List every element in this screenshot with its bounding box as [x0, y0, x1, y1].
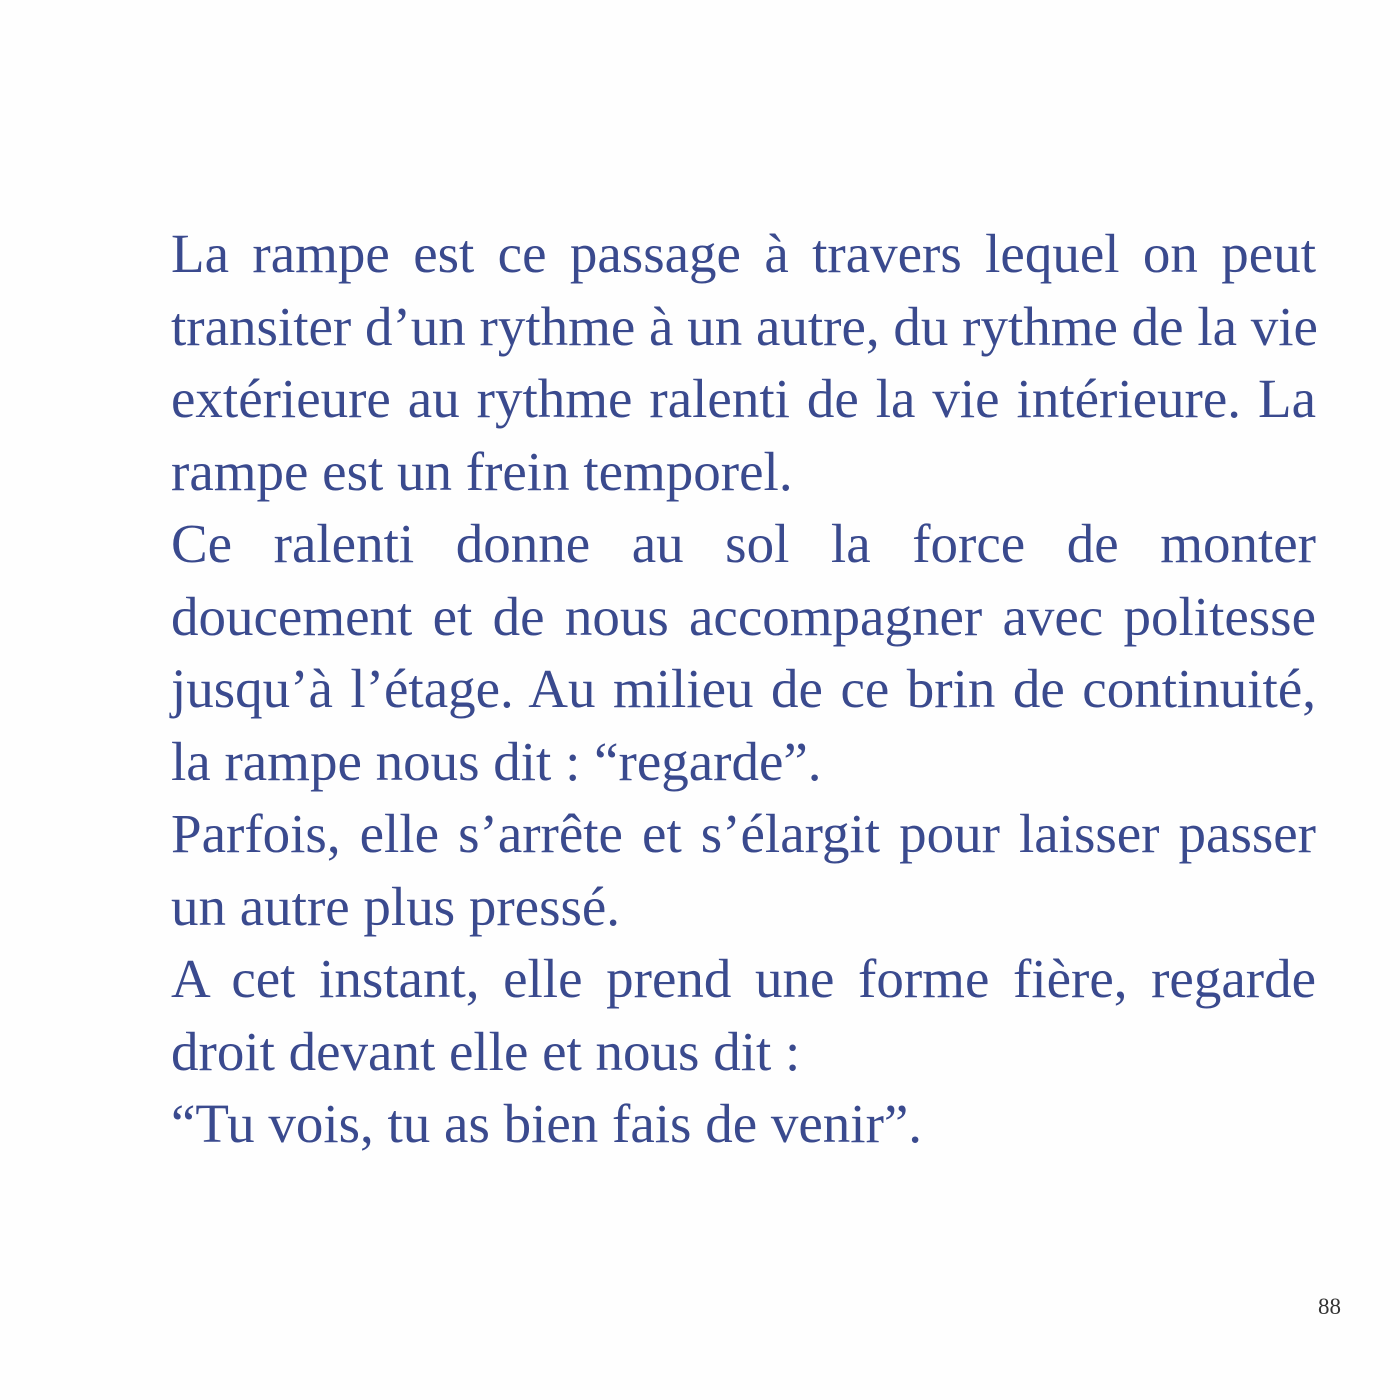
- text-line: transiter d’un rythme à un autre, du rythme de la vie: [171, 295, 1318, 357]
- text-line: Parfois, elle s’arrête et s’élargit pour laisser passer: [171, 803, 1316, 864]
- text-line: extérieure au rythme ralenti de la vie intérieure. La: [171, 368, 1316, 429]
- text-line: La rampe est ce passage à travers lequel on peut: [171, 223, 1316, 284]
- page-number: 88: [1318, 1294, 1341, 1319]
- text-line: la rampe nous dit : “regarde”.: [171, 730, 822, 792]
- text-line: droit devant elle et nous dit :: [171, 1020, 801, 1082]
- text-line: doucement et de nous accompagner avec politesse: [171, 585, 1316, 647]
- paragraph-1: [171, 218, 1316, 508]
- text-line: un autre plus pressé.: [171, 875, 621, 937]
- text-line: jusqu’à l’étage. Au milieu de ce brin de continuité,: [171, 658, 1316, 719]
- text-line: Ce ralenti donne au sol la force de monter: [171, 513, 1316, 574]
- paragraph-2: [171, 508, 1316, 798]
- text-line: “Tu vois, tu as bien fais de venir”.: [171, 1093, 923, 1154]
- text-line: A cet instant, elle prend une forme fière, regarde: [171, 948, 1316, 1009]
- paragraph-3: [171, 798, 1316, 943]
- text-line: rampe est un frein temporel.: [171, 440, 793, 502]
- paragraph-4: [171, 943, 1316, 1161]
- body-text: [171, 218, 1316, 1161]
